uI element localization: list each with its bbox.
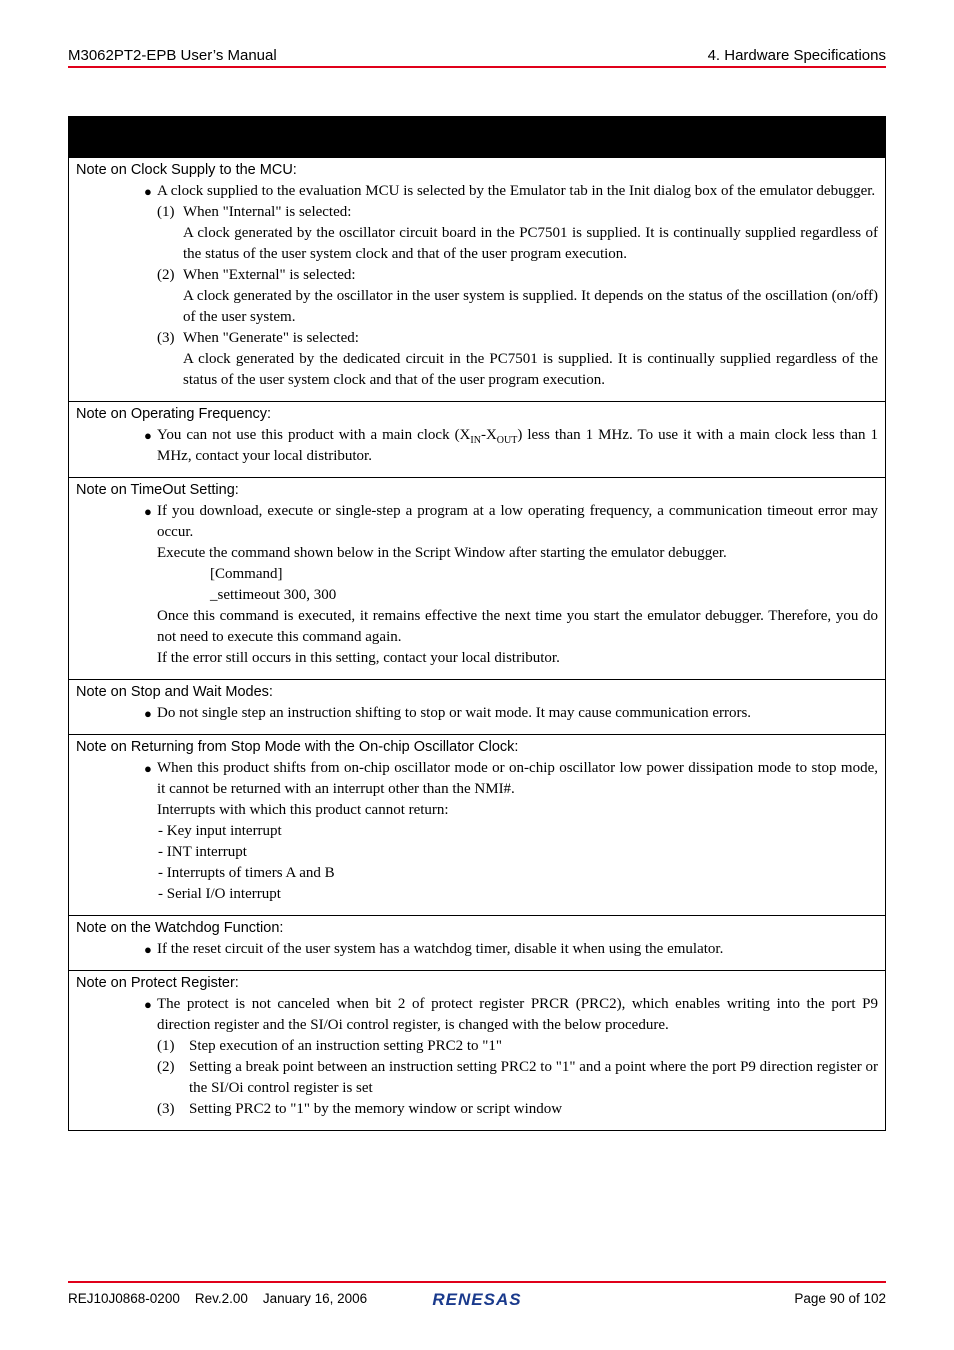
list-item-desc: A clock generated by the dedicated circuit in the PC7501 is supplied. It is continually supplied regardless of the status of the user system clock and that of the user program execution. xyxy=(183,351,878,388)
note-title: Note on Returning from Stop Mode with the On-chip Oscillator Clock: xyxy=(76,739,519,755)
bullet-paragraph: ● If the reset circuit of the user system has a watchdog timer, disable it when using the emulator. xyxy=(76,939,878,960)
bullet-icon: ● xyxy=(144,184,152,199)
note-operating-frequency xyxy=(69,401,885,477)
bullet-paragraph: ● If you download, execute or single-step a program at a low operating frequency, a communication timeout error may occur. xyxy=(144,503,878,540)
svg-text:RENESAS: RENESAS xyxy=(432,1290,522,1309)
note-watchdog xyxy=(69,915,885,970)
paragraph: Interrupts with which this product cannot return: xyxy=(157,802,449,818)
note-timeout-setting xyxy=(69,477,885,679)
bullet-icon: ● xyxy=(144,706,152,721)
section-title: 4. Hardware Specifications xyxy=(707,47,886,64)
bullet-paragraph: ● When this product shifts from on-chip oscillator mode or on-chip oscillator low power dissipation mode to stop mode, it cannot be returned with an interrupt other than the NMI#. xyxy=(144,760,878,797)
renesas-logo xyxy=(420,1288,534,1310)
note-title: Note on Stop and Wait Modes: xyxy=(76,684,273,700)
bullet-icon: ● xyxy=(144,942,152,957)
paragraph: Once this command is executed, it remains effective the next time you start the emulator debugger. Therefore, you do not need to execute this command again. xyxy=(157,608,878,645)
list-item: - INT interrupt xyxy=(158,844,247,860)
black-banner xyxy=(68,116,886,157)
bullet-icon: ● xyxy=(144,997,152,1012)
note-onchip-oscillator xyxy=(69,734,885,915)
note-protect-register xyxy=(69,970,885,1130)
command-text: _settimeout 300, 300 xyxy=(210,587,337,603)
list-item-desc: A clock generated by the oscillator circuit board in the PC7501 is supplied. It is continually supplied regardless of the status of the user system clock and that of the user program execution. xyxy=(183,225,878,262)
bullet-paragraph: ● The protect is not canceled when bit 2 of protect register PRCR (PRC2), which enables writing into the port P9 direction register and the SI/Oi control register, is changed with the below procedure. xyxy=(144,996,878,1033)
note-title: Note on Protect Register: xyxy=(76,975,239,991)
note-title: Note on the Watchdog Function: xyxy=(76,920,284,936)
command-label: [Command] xyxy=(210,566,283,582)
list-item: (1) When "Internal" is selected: xyxy=(157,204,352,220)
bullet-icon: ● xyxy=(144,761,152,776)
bullet-icon: ● xyxy=(144,504,152,519)
bullet-paragraph: ● You can not use this product with a main clock $(X_{IN}-X_{OUT})$ less than 1 MHz. To use it with a main clock less than 1 MHz, contact your local distributor. xyxy=(144,427,879,464)
bullet-paragraph: ● Do not single step an instruction shifting to stop or wait mode. It may cause communication errors. xyxy=(76,703,878,724)
note-title: Note on TimeOut Setting: xyxy=(76,482,239,498)
list-item: (3) When "Generate" is selected: xyxy=(157,330,359,346)
list-item: (2) When "External" is selected: xyxy=(157,267,356,283)
list-item: - Serial I/O interrupt xyxy=(158,886,281,902)
header-rule xyxy=(68,66,886,68)
note-stop-wait xyxy=(69,679,885,734)
list-item: - Interrupts of timers A and B xyxy=(158,865,335,881)
list-item: (3) Setting PRC2 to "1" by the memory window or script window xyxy=(157,1101,563,1117)
footer-rule xyxy=(68,1281,886,1283)
bullet-icon: ● xyxy=(144,428,152,443)
note-title: Note on Clock Supply to the MCU: xyxy=(76,162,297,178)
notes-table xyxy=(68,157,886,1131)
list-item-desc: A clock generated by the oscillator in the user system is supplied. It depends on the status of the oscillation (on/off) of the user system. xyxy=(183,288,878,325)
paragraph: Execute the command shown below in the Script Window after starting the emulator debugger. xyxy=(157,545,727,561)
list-item: (1) Step execution of an instruction setting PRC2 to "1" xyxy=(157,1038,503,1054)
list-item: (2) Setting a break point between an instruction setting PRC2 to "1" and a point where the port P9 direction register or the SI/Oi control register is set xyxy=(157,1059,878,1096)
manual-title: M3062PT2-EPB User’s Manual xyxy=(68,47,277,64)
list-item: - Key input interrupt xyxy=(158,823,282,839)
document-info: REJ10J0868-0200 Rev.2.00 January 16, 2006 xyxy=(68,1291,368,1306)
bullet-paragraph: ● A clock supplied to the evaluation MCU is selected by the Emulator tab in the Init dialog box of the emulator debugger. xyxy=(76,181,878,202)
note-title: Note on Operating Frequency: xyxy=(76,406,272,422)
note-clock-supply xyxy=(69,158,885,401)
paragraph: If the error still occurs in this setting, contact your local distributor. xyxy=(157,650,560,666)
page-number: Page 90 of 102 xyxy=(794,1291,886,1306)
